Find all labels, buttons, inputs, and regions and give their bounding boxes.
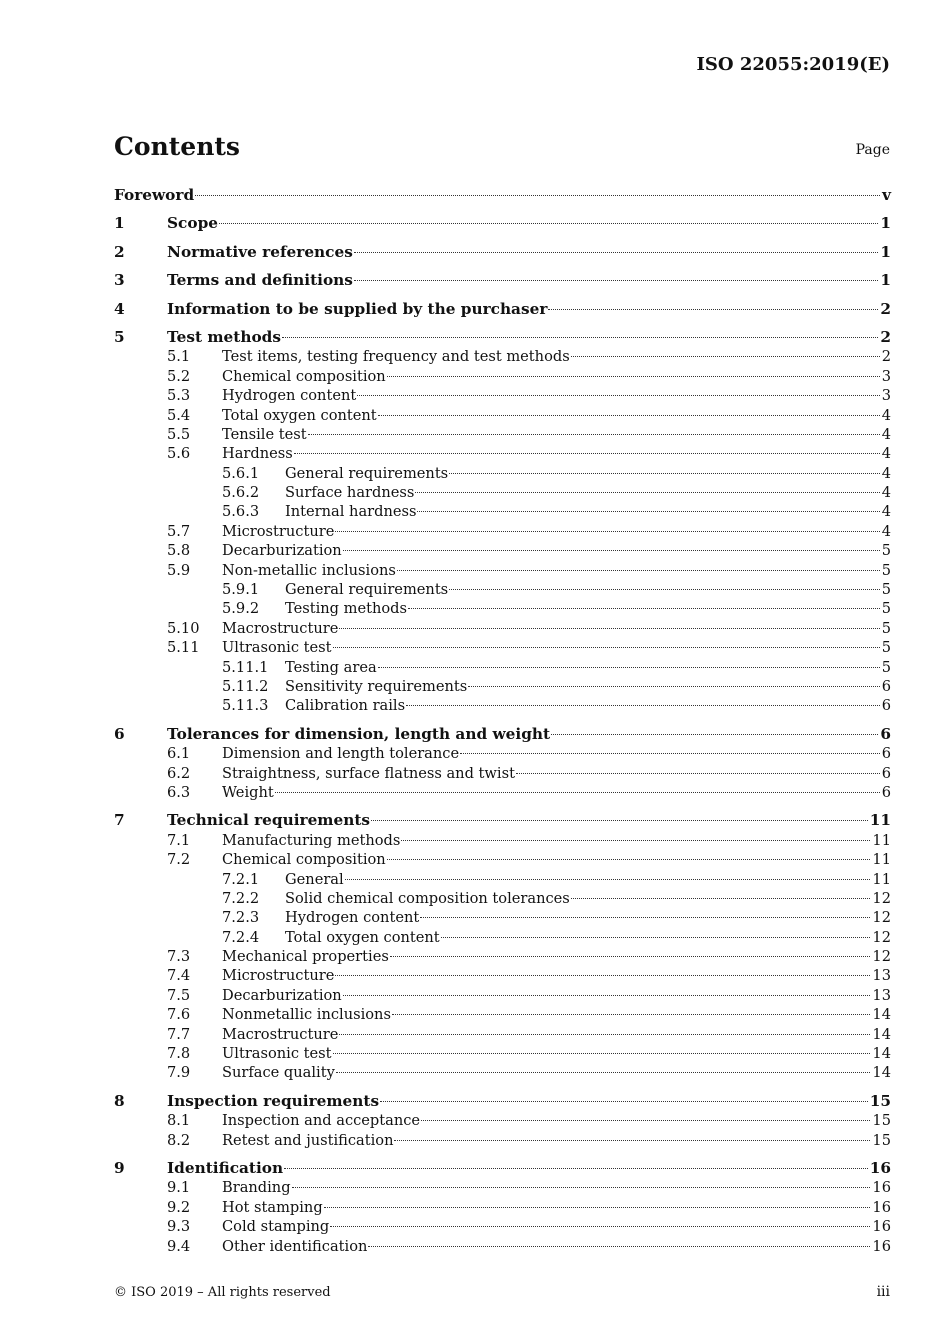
- toc-entry-title: Microstructure: [222, 967, 335, 985]
- toc-entry-number: 7: [114, 811, 125, 830]
- toc-entry-title: Information to be supplied by the purchaser: [167, 299, 548, 318]
- toc-entry-title: Calibration rails: [285, 697, 406, 715]
- toc-entry[interactable]: [114, 658, 891, 677]
- toc-entry-number: 5.6.2: [222, 484, 260, 502]
- toc-entry-page: 12: [872, 948, 891, 966]
- toc-entry[interactable]: [114, 870, 891, 889]
- toc-entry-number: 2: [114, 242, 125, 261]
- toc-entry-page: 3: [881, 367, 891, 385]
- toc-entry[interactable]: [114, 328, 891, 347]
- toc-entry[interactable]: [114, 599, 891, 618]
- toc-entry-number: 7.4: [167, 967, 191, 985]
- dot-leader: [275, 792, 880, 793]
- toc-entry-number: 5.6: [167, 445, 191, 463]
- toc-entry-title: Dimension and length tolerance: [222, 745, 460, 763]
- toc-entry-page: 11: [872, 831, 891, 849]
- dot-leader: [401, 840, 870, 841]
- toc-entry-title: General requirements: [285, 464, 449, 482]
- toc-entry-number: 5.9: [167, 561, 191, 579]
- dot-leader: [219, 223, 878, 224]
- dot-leader: [548, 309, 878, 310]
- toc-entry[interactable]: [114, 1198, 891, 1217]
- toc-entry[interactable]: [114, 619, 891, 638]
- toc-entry-page: 14: [872, 1006, 891, 1024]
- toc-entry-number: 5.8: [167, 542, 191, 560]
- toc-entry-number: 5.9.1: [222, 581, 260, 599]
- dot-leader: [378, 415, 880, 416]
- toc-entry-page: 4: [881, 464, 891, 482]
- toc-entry-page: 3: [881, 387, 891, 405]
- toc-entry-page: 2: [880, 327, 891, 346]
- toc-entry-number: 7.1: [167, 831, 191, 849]
- page-column-label: Page: [855, 142, 890, 158]
- toc-entry[interactable]: [114, 1237, 891, 1256]
- toc-entry[interactable]: [114, 483, 891, 502]
- toc-entry-page: 15: [872, 1112, 891, 1130]
- toc-entry-number: 1: [114, 214, 125, 233]
- dot-leader: [354, 252, 879, 253]
- toc-entry-title: Inspection and acceptance: [222, 1112, 421, 1130]
- toc-entry[interactable]: [114, 243, 891, 262]
- toc-entry-number: 5.2: [167, 367, 191, 385]
- toc-entry-number: 5.9.2: [222, 600, 260, 618]
- dot-leader: [394, 1140, 870, 1141]
- toc-entry[interactable]: [114, 1217, 891, 1236]
- toc-entry-title: Chemical composition: [222, 851, 386, 869]
- toc-entry-number: 7.2.1: [222, 870, 260, 888]
- toc-entry[interactable]: [114, 300, 891, 319]
- toc-entry[interactable]: [114, 1063, 891, 1082]
- toc-entry-title: Decarburization: [222, 986, 342, 1004]
- dot-leader: [336, 1072, 871, 1073]
- dot-leader: [294, 453, 880, 454]
- toc-entry[interactable]: [114, 1005, 891, 1024]
- dot-leader: [571, 898, 871, 899]
- toc-entry-page: 5: [881, 658, 891, 676]
- toc-entry-page: 2: [881, 348, 891, 366]
- toc-entry[interactable]: [114, 725, 891, 744]
- toc-entry-title: Normative references: [167, 242, 353, 261]
- toc-entry-title: Branding: [222, 1179, 291, 1197]
- toc-entry-number: 5.11: [167, 639, 200, 657]
- toc-entry-page: 16: [872, 1218, 891, 1236]
- toc-entry[interactable]: [114, 561, 891, 580]
- toc-entry-number: 5.6.1: [222, 464, 260, 482]
- toc-entry-number: 5: [114, 327, 125, 346]
- toc-entry-page: 2: [880, 299, 891, 318]
- toc-entry-number: 5.11.1: [222, 658, 269, 676]
- toc-entry-title: Identification: [167, 1158, 284, 1177]
- toc-entry-page: 5: [881, 639, 891, 657]
- toc-entry-title: Test items, testing frequency and test methods: [222, 348, 570, 366]
- dot-leader: [421, 1120, 870, 1121]
- toc-entry[interactable]: [114, 850, 891, 869]
- toc-entry[interactable]: [114, 1111, 891, 1130]
- toc-entry-number: 8.2: [167, 1131, 191, 1149]
- dot-leader: [406, 705, 880, 706]
- toc-entry-page: 4: [881, 484, 891, 502]
- toc-entry-number: 5.4: [167, 406, 191, 424]
- toc-entry-number: 7.2: [167, 851, 191, 869]
- toc-entry[interactable]: [114, 986, 891, 1005]
- toc-entry-title: Technical requirements: [167, 811, 371, 830]
- toc-entry-title: Macrostructure: [222, 619, 339, 637]
- dot-leader: [392, 1014, 870, 1015]
- dot-leader: [308, 434, 880, 435]
- toc-entry-title: Macrostructure: [222, 1025, 339, 1043]
- toc-entry-number: 6.3: [167, 783, 191, 801]
- toc-entry-title: Internal hardness: [285, 503, 417, 521]
- dot-leader: [333, 1053, 871, 1054]
- toc-entry-title: Mechanical properties: [222, 948, 389, 966]
- toc-entry-title: Ultrasonic test: [222, 1045, 332, 1063]
- toc-entry[interactable]: [114, 908, 891, 927]
- toc-entry-page: 16: [872, 1198, 891, 1216]
- dot-leader: [335, 975, 870, 976]
- dot-leader: [335, 531, 879, 532]
- dot-leader: [380, 1101, 868, 1102]
- toc-entry-number: 7.9: [167, 1064, 191, 1082]
- toc-entry[interactable]: [114, 811, 891, 830]
- toc-entry-number: 5.1: [167, 348, 191, 366]
- toc-entry-number: 5.10: [167, 619, 200, 637]
- toc-entry-page: 5: [881, 561, 891, 579]
- dot-leader: [371, 820, 868, 821]
- toc-entry[interactable]: [114, 1044, 891, 1063]
- toc-entry[interactable]: [114, 1092, 891, 1111]
- toc-entry-page: 5: [881, 542, 891, 560]
- toc-entry-number: 5.3: [167, 387, 191, 405]
- toc-entry-title: Hot stamping: [222, 1198, 323, 1216]
- toc-entry-page: 14: [872, 1064, 891, 1082]
- toc-entry-page: 5: [881, 600, 891, 618]
- dot-leader: [571, 356, 880, 357]
- toc-entry-number: 5.5: [167, 425, 191, 443]
- toc-entry-title: Total oxygen content: [222, 406, 377, 424]
- toc-entry[interactable]: [114, 744, 891, 763]
- toc-entry-page: 11: [869, 811, 891, 830]
- toc-entry-title: Non-metallic inclusions: [222, 561, 396, 579]
- toc-entry-number: 6.2: [167, 764, 191, 782]
- dot-leader: [345, 879, 871, 880]
- copyright-notice: © ISO 2019 – All rights reserved: [114, 1285, 331, 1300]
- toc-entry-title: Hydrogen content: [285, 909, 420, 927]
- toc-entry[interactable]: [114, 186, 891, 205]
- toc-entry[interactable]: [114, 502, 891, 521]
- toc-entry-number: 6.1: [167, 745, 191, 763]
- toc-entry[interactable]: [114, 464, 891, 483]
- toc-entry-title: Ultrasonic test: [222, 639, 332, 657]
- toc-entry-number: 9.2: [167, 1198, 191, 1216]
- toc-entry-number: 6: [114, 724, 125, 743]
- toc-entry[interactable]: [114, 889, 891, 908]
- toc-entry[interactable]: [114, 1159, 891, 1178]
- dot-leader: [368, 1246, 870, 1247]
- dot-leader: [449, 473, 880, 474]
- toc-entry[interactable]: [114, 425, 891, 444]
- toc-entry-page: 6: [881, 677, 891, 695]
- toc-entry-number: 9.1: [167, 1179, 191, 1197]
- toc-entry[interactable]: [114, 831, 891, 850]
- toc-entry-title: Solid chemical composition tolerances: [285, 889, 570, 907]
- toc-entry[interactable]: [114, 541, 891, 560]
- toc-entry-page: 5: [881, 581, 891, 599]
- toc-entry-title: Surface quality: [222, 1064, 335, 1082]
- dot-leader: [282, 337, 878, 338]
- dot-leader: [330, 1226, 870, 1227]
- dot-leader: [397, 570, 880, 571]
- toc-entry-page: 13: [872, 986, 891, 1004]
- toc-entry[interactable]: [114, 444, 891, 463]
- toc-entry[interactable]: [114, 764, 891, 783]
- dot-leader: [339, 1034, 870, 1035]
- toc-entry-title: Straightness, surface flatness and twist: [222, 764, 515, 782]
- table-of-contents: [114, 186, 891, 1256]
- dot-leader: [387, 376, 880, 377]
- toc-entry-title: Total oxygen content: [285, 928, 440, 946]
- dot-leader: [420, 917, 870, 918]
- toc-entry[interactable]: [114, 367, 891, 386]
- toc-entry-number: 8: [114, 1091, 125, 1110]
- dot-leader: [468, 686, 879, 687]
- toc-entry-number: 7.2.2: [222, 889, 260, 907]
- dot-leader: [460, 753, 880, 754]
- toc-entry-number: 5.11.2: [222, 677, 269, 695]
- toc-entry[interactable]: [114, 580, 891, 599]
- toc-entry-page: 4: [881, 445, 891, 463]
- toc-entry-title: Tensile test: [222, 425, 307, 443]
- dot-leader: [357, 395, 879, 396]
- toc-entry[interactable]: [114, 638, 891, 657]
- toc-entry-number: 7.7: [167, 1025, 191, 1043]
- toc-entry-page: 6: [881, 697, 891, 715]
- toc-entry[interactable]: [114, 677, 891, 696]
- toc-entry-page: 12: [872, 909, 891, 927]
- dot-leader: [343, 995, 871, 996]
- toc-entry-number: 5.7: [167, 522, 191, 540]
- toc-entry-number: 7.3: [167, 948, 191, 966]
- toc-entry-page: 6: [881, 764, 891, 782]
- toc-entry-title: Inspection requirements: [167, 1091, 380, 1110]
- toc-entry-title: Microstructure: [222, 522, 335, 540]
- toc-entry-number: 9.3: [167, 1218, 191, 1236]
- toc-entry-title: Testing methods: [285, 600, 407, 618]
- toc-entry-title: General: [285, 870, 344, 888]
- toc-entry[interactable]: [114, 347, 891, 366]
- toc-entry[interactable]: [114, 947, 891, 966]
- dot-leader: [516, 773, 880, 774]
- toc-entry[interactable]: [114, 1178, 891, 1197]
- toc-entry-title: Sensitivity requirements: [285, 677, 468, 695]
- toc-entry-page: 5: [881, 619, 891, 637]
- dot-leader: [441, 937, 871, 938]
- toc-entry[interactable]: [114, 783, 891, 802]
- dot-leader: [415, 492, 879, 493]
- toc-entry-number: 9: [114, 1158, 125, 1177]
- dot-leader: [378, 667, 880, 668]
- toc-entry[interactable]: [114, 386, 891, 405]
- toc-entry-page: 1: [880, 214, 891, 233]
- toc-entry-title: Scope: [167, 214, 218, 233]
- toc-entry-page: 1: [880, 271, 891, 290]
- toc-entry-number: 8.1: [167, 1112, 191, 1130]
- toc-entry[interactable]: [114, 214, 891, 233]
- toc-entry[interactable]: [114, 271, 891, 290]
- toc-entry-title: Hydrogen content: [222, 387, 357, 405]
- dot-leader: [354, 280, 878, 281]
- toc-entry-title: Testing area: [285, 658, 377, 676]
- toc-entry-page: 14: [872, 1025, 891, 1043]
- toc-entry-page: 15: [872, 1131, 891, 1149]
- toc-entry-page: 16: [872, 1179, 891, 1197]
- toc-entry-number: 7.2.4: [222, 928, 260, 946]
- toc-entry-page: 6: [881, 745, 891, 763]
- toc-entry[interactable]: [114, 966, 891, 985]
- dot-leader: [343, 550, 880, 551]
- toc-entry-number: 5.11.3: [222, 697, 269, 715]
- toc-entry-title: Surface hardness: [285, 484, 415, 502]
- dot-leader: [449, 589, 880, 590]
- toc-entry-page: 1: [880, 242, 891, 261]
- toc-entry-page: 12: [872, 889, 891, 907]
- toc-entry[interactable]: [114, 522, 891, 541]
- toc-entry-page: 4: [881, 406, 891, 424]
- toc-entry-title: General requirements: [285, 581, 449, 599]
- toc-entry-page: 4: [881, 503, 891, 521]
- toc-entry-page: 14: [872, 1045, 891, 1063]
- toc-entry-title: Tolerances for dimension, length and weight: [167, 724, 551, 743]
- toc-entry-title: Hardness: [222, 445, 293, 463]
- toc-entry-page: 11: [872, 851, 891, 869]
- toc-entry-number: 9.4: [167, 1237, 191, 1255]
- toc-entry-number: 7.6: [167, 1006, 191, 1024]
- toc-entry-number: 7.8: [167, 1045, 191, 1063]
- toc-entry-number: 4: [114, 299, 125, 318]
- toc-entry-title: Cold stamping: [222, 1218, 330, 1236]
- toc-entry-title: Weight: [222, 783, 274, 801]
- page-number: iii: [876, 1284, 890, 1300]
- toc-entry-title: Manufacturing methods: [222, 831, 401, 849]
- toc-entry-number: 7.5: [167, 986, 191, 1004]
- toc-entry-page: 16: [869, 1158, 891, 1177]
- toc-entry-title: Chemical composition: [222, 367, 386, 385]
- toc-entry-number: 5.6.3: [222, 503, 260, 521]
- dot-leader: [387, 859, 871, 860]
- toc-entry[interactable]: [114, 928, 891, 947]
- dot-leader: [195, 195, 880, 196]
- toc-entry-number: 7.2.3: [222, 909, 260, 927]
- toc-entry-page: 6: [880, 724, 891, 743]
- dot-leader: [417, 511, 879, 512]
- dot-leader: [339, 628, 879, 629]
- toc-entry-title: Retest and justification: [222, 1131, 394, 1149]
- toc-entry[interactable]: [114, 696, 891, 715]
- dot-leader: [408, 608, 880, 609]
- dot-leader: [390, 956, 871, 957]
- document-id: ISO 22055:2019(E): [696, 54, 890, 75]
- dot-leader: [551, 734, 878, 735]
- toc-entry-page: 15: [869, 1091, 891, 1110]
- toc-entry[interactable]: [114, 1025, 891, 1044]
- toc-entry-page: 12: [872, 928, 891, 946]
- toc-entry-page: 4: [881, 425, 891, 443]
- toc-entry[interactable]: [114, 406, 891, 425]
- toc-entry-page: 16: [872, 1237, 891, 1255]
- dot-leader: [324, 1207, 871, 1208]
- toc-entry-title: Other identification: [222, 1237, 368, 1255]
- toc-entry-page: 6: [881, 783, 891, 801]
- toc-entry-title: Test methods: [167, 327, 281, 346]
- toc-entry-number: 3: [114, 271, 125, 290]
- dot-leader: [284, 1168, 868, 1169]
- dot-leader: [292, 1187, 871, 1188]
- toc-entry-page: 13: [872, 967, 891, 985]
- toc-entry-page: 4: [881, 522, 891, 540]
- toc-entry-title: Nonmetallic inclusions: [222, 1006, 391, 1024]
- toc-entry-title: Terms and definitions: [167, 271, 353, 290]
- toc-entry[interactable]: [114, 1131, 891, 1150]
- toc-entry-page: v: [882, 186, 891, 204]
- toc-entry-title: Foreword: [114, 186, 195, 204]
- page-title: Contents: [114, 132, 241, 161]
- toc-entry-page: 11: [872, 870, 891, 888]
- dot-leader: [333, 647, 880, 648]
- toc-entry-title: Decarburization: [222, 542, 342, 560]
